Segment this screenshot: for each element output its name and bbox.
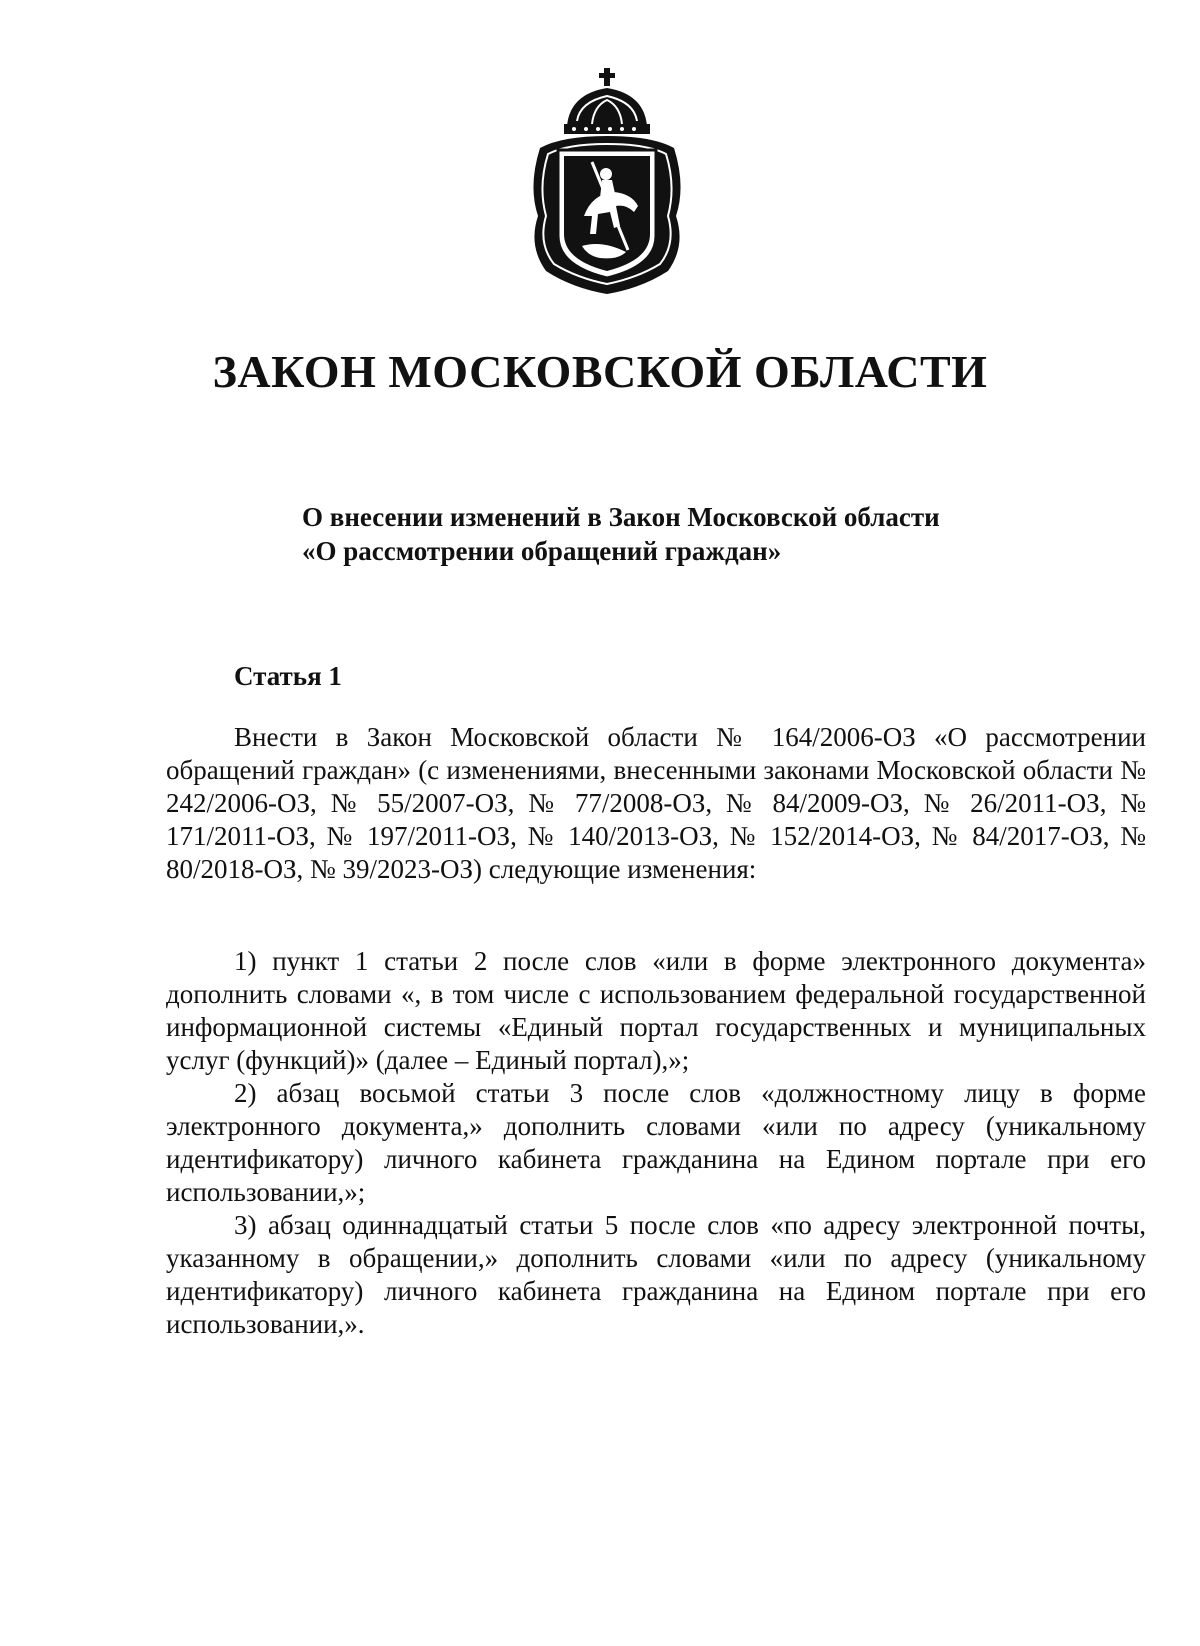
law-subject-line-2: «О рассмотрении обращений граждан» xyxy=(302,536,782,566)
article-heading: Статья 1 xyxy=(234,661,342,691)
amendment-item-1: 1) пункт 1 статьи 2 после слов «или в форме электронного документа» дополнить словами «, в том числе с использованием федеральной государственной информационной системы «Единый портал государственных и муниципальных услуг (функций)» (далее – Единый портал),»; xyxy=(166,946,1146,1075)
law-subject xyxy=(302,500,1062,568)
amendment-item-2: 2) абзац восьмой статьи 3 после слов «должностному лицу в форме электронного документа,» дополнить словами «или по адресу (уникальному идентификатору) личного кабинета гражданина на Едином портале при его использовании,»; xyxy=(166,1078,1146,1207)
amendment-item-3: 3) абзац одиннадцатый статьи 5 после слов «по адресу электронной почты, указанному в обращении,» дополнить словами «или по адресу (уникальному идентификатору) личного кабинета гражданина на Едином портале при его использовании,». xyxy=(166,1210,1146,1339)
coat-of-arms-icon xyxy=(522,66,692,296)
article-intro-paragraph: Внести в Закон Московской области № 164/2006-ОЗ «О рассмотрении обращений граждан» (с изменениями, внесенными законами Московской области № 242/2006-ОЗ, № 55/2007-ОЗ, № 77/2008-ОЗ, № 84/2009-ОЗ, № 26/2011-ОЗ, № 171/2011-ОЗ, № 197/2011-ОЗ, № 140/2013-ОЗ, № 152/2014-ОЗ, № 84/2017-ОЗ, № 80/2018-ОЗ, № 39/2023-ОЗ) следующие изменения: xyxy=(166,722,1146,884)
law-title: ЗАКОН МОСКОВСКОЙ ОБЛАСТИ xyxy=(212,346,988,397)
law-subject-line-1: О внесении изменений в Закон Московской области xyxy=(302,502,940,532)
